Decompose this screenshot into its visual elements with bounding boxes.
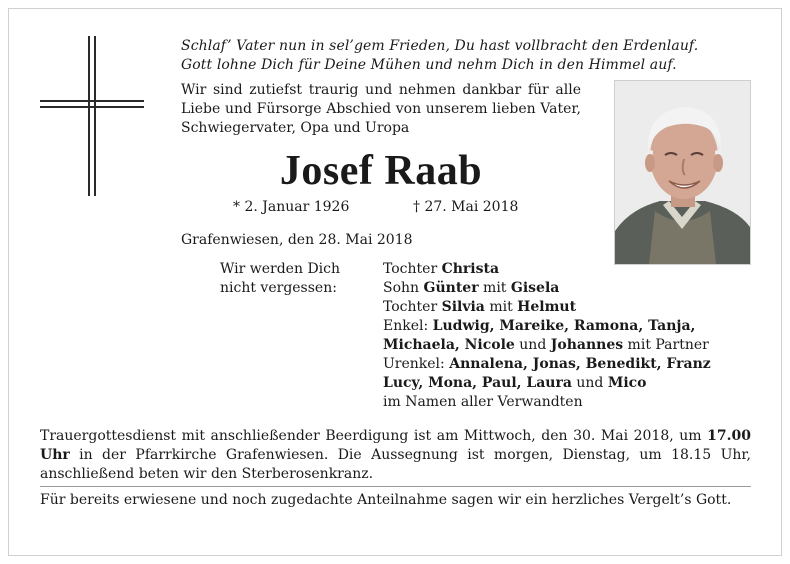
place-date: Grafenwiesen, den 28. Mai 2018 — [181, 232, 413, 248]
remember-line-1: Wir werden Dich — [220, 261, 340, 277]
funeral-service-text: Trauergottesdienst mit anschließender Beerdigung ist am Mittwoch, den 30. Mai 2018, um 17.00 Uhr in der Pfarrkirche Grafenwiesen. Die Aussegnung ist morgen, Dienstag, um 18.15 Uhr, anschließend beten wir den Sterberosenkranz. — [40, 428, 751, 482]
remember-line-2: nicht vergessen: — [220, 280, 337, 296]
relative-names: Annalena, Jonas, Benedikt, Franz — [449, 356, 711, 372]
service-time: 17.00 Uhr — [40, 428, 751, 463]
poem-line-1: Schlaf’ Vater nun in sel’gem Frieden, Du hast vollbracht den Erdenlauf. — [181, 38, 699, 54]
thanks-text: Für bereits erwiesene und noch zugedachte Anteilnahme sagen wir ein herzliches Vergelt’s Gott. — [40, 492, 732, 508]
family-list — [383, 260, 753, 412]
remember-label — [220, 260, 370, 298]
family-line-grandchildren: Enkel: Ludwig, Mareike, Ramona, Tanja, — [383, 318, 696, 334]
relative-name: Mico — [607, 375, 647, 391]
portrait-photo — [614, 80, 751, 265]
relative-names: Michaela, Nicole — [383, 337, 515, 353]
poem-line-2: Gott lohne Dich für Deine Mühen und nehm Dich in den Himmel auf. — [181, 57, 677, 73]
family-line-son: Sohn Günter mit Gisela — [383, 280, 560, 296]
relative-name: Gisela — [510, 280, 560, 296]
poem — [181, 37, 761, 75]
death-date: † 27. Mai 2018 — [413, 199, 519, 215]
deceased-name: Josef Raab — [279, 148, 483, 194]
relative-name: Johannes — [550, 337, 624, 353]
relative-name: Helmut — [517, 299, 577, 315]
cross-icon — [40, 36, 144, 196]
relative-name: Silvia — [441, 299, 485, 315]
intro-text: Wir sind zutiefst traurig und nehmen dankbar für alle Liebe und Fürsorge Abschied von unserem lieben Vater, Schwiegervater, Opa und Uropa — [181, 82, 581, 136]
family-line-great-grandchildren: Urenkel: Annalena, Jonas, Benedikt, Franz — [383, 356, 711, 372]
family-line-relatives: im Namen aller Verwandten — [383, 394, 583, 410]
family-line-daughter-christa: Tochter Christa — [383, 261, 500, 277]
family-line-grandchildren-cont: Michaela, Nicole und Johannes mit Partner — [383, 337, 709, 353]
relative-name: Günter — [423, 280, 479, 296]
divider — [40, 486, 751, 487]
relative-names: Lucy, Mona, Paul, Laura — [383, 375, 572, 391]
family-line-daughter-silvia: Tochter Silvia mit Helmut — [383, 299, 577, 315]
family-line-great-grandchildren-cont: Lucy, Mona, Paul, Laura und Mico — [383, 375, 647, 391]
relative-names: Ludwig, Mareike, Ramona, Tanja, — [432, 318, 696, 334]
relative-name: Christa — [441, 261, 500, 277]
birth-date: * 2. Januar 1926 — [233, 199, 350, 215]
